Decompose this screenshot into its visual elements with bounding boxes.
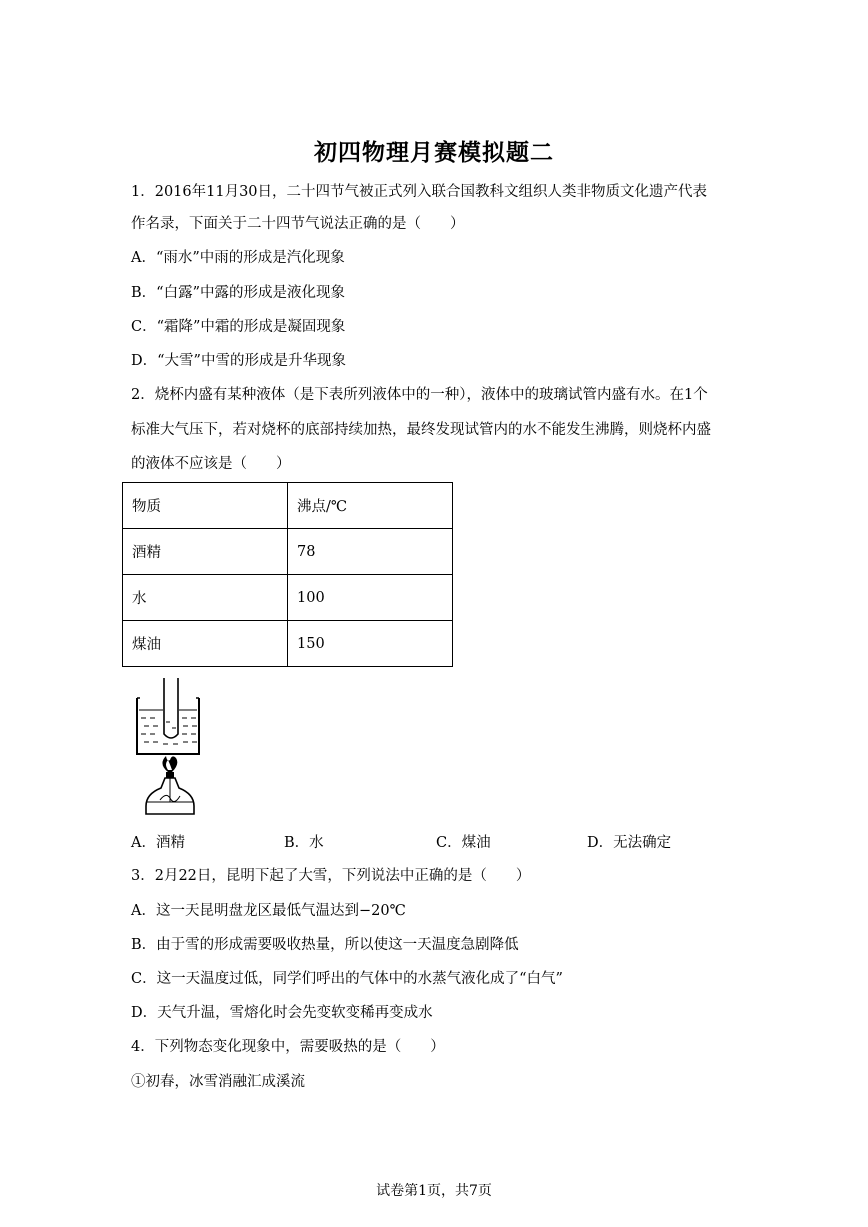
q3-option-a: A．这一天昆明盘龙区最低气温达到−20℃ — [131, 903, 406, 919]
table-header-cell: 沸点/℃ — [288, 483, 453, 529]
table-cell: 150 — [288, 621, 453, 667]
q2-option-d: D．无法确定 — [587, 835, 672, 851]
page-title: 初四物理月赛模拟题二 — [314, 139, 554, 166]
q1-option-a: A．“雨水”中雨的形成是汽化现象 — [131, 250, 345, 266]
q2-option-b: B．水 — [284, 835, 324, 851]
table-cell: 100 — [288, 575, 453, 621]
q3-option-c: C．这一天温度过低，同学们呼出的气体中的水蒸气液化成了“白气” — [131, 971, 563, 987]
table-cell: 煤油 — [123, 621, 288, 667]
q1-option-c: C．“霜降”中霜的形成是凝固现象 — [131, 319, 346, 335]
q3-option-b: B．由于雪的形成需要吸收热量，所以使这一天温度急剧降低 — [131, 937, 519, 953]
q2-option-c: C．煤油 — [436, 835, 491, 851]
q2-stem-line2: 标准大气压下，若对烧杯的底部持续加热，最终发现试管内的水不能发生沸腾，则烧杯内盛 — [131, 422, 711, 438]
q1-option-d: D．“大雪”中雪的形成是升华现象 — [131, 353, 346, 369]
q3-option-d: D．天气升温，雪熔化时会先变软变稀再变成水 — [131, 1005, 433, 1021]
table-header-cell: 物质 — [123, 483, 288, 529]
q2-options-row — [131, 831, 731, 853]
q2-option-a: A．酒精 — [131, 835, 185, 851]
table-row — [123, 575, 453, 621]
table-cell: 水 — [123, 575, 288, 621]
table-row — [123, 529, 453, 575]
q4-item-1: ①初春，冰雪消融汇成溪流 — [131, 1074, 305, 1090]
boiling-point-table — [122, 482, 453, 667]
q2-stem-line1: 2．烧杯内盛有某种液体（是下表所列液体中的一种），液体中的玻璃试管内盛有水。在1个 — [131, 387, 708, 403]
beaker-test-tube-alcohol-lamp-icon — [136, 676, 208, 822]
q1-option-b: B．“白露”中露的形成是液化现象 — [131, 285, 345, 301]
table-header-row — [123, 483, 453, 529]
q4-stem: 4．下列物态变化现象中，需要吸热的是（ ） — [131, 1039, 445, 1055]
q1-stem-line2: 作名录，下面关于二十四节气说法正确的是（ ） — [131, 216, 465, 232]
page-footer: 试卷第1页，共7页 — [376, 1183, 492, 1199]
table-row — [123, 621, 453, 667]
table-cell: 78 — [288, 529, 453, 575]
q2-stem-line3: 的液体不应该是（ ） — [131, 456, 291, 472]
table-cell: 酒精 — [123, 529, 288, 575]
q1-stem-line1: 1．2016年11月30日，二十四节气被正式列入联合国教科文组织人类非物质文化遗产代表 — [131, 184, 708, 200]
q3-stem: 3．2月22日，昆明下起了大雪，下列说法中正确的是（ ） — [131, 868, 531, 884]
